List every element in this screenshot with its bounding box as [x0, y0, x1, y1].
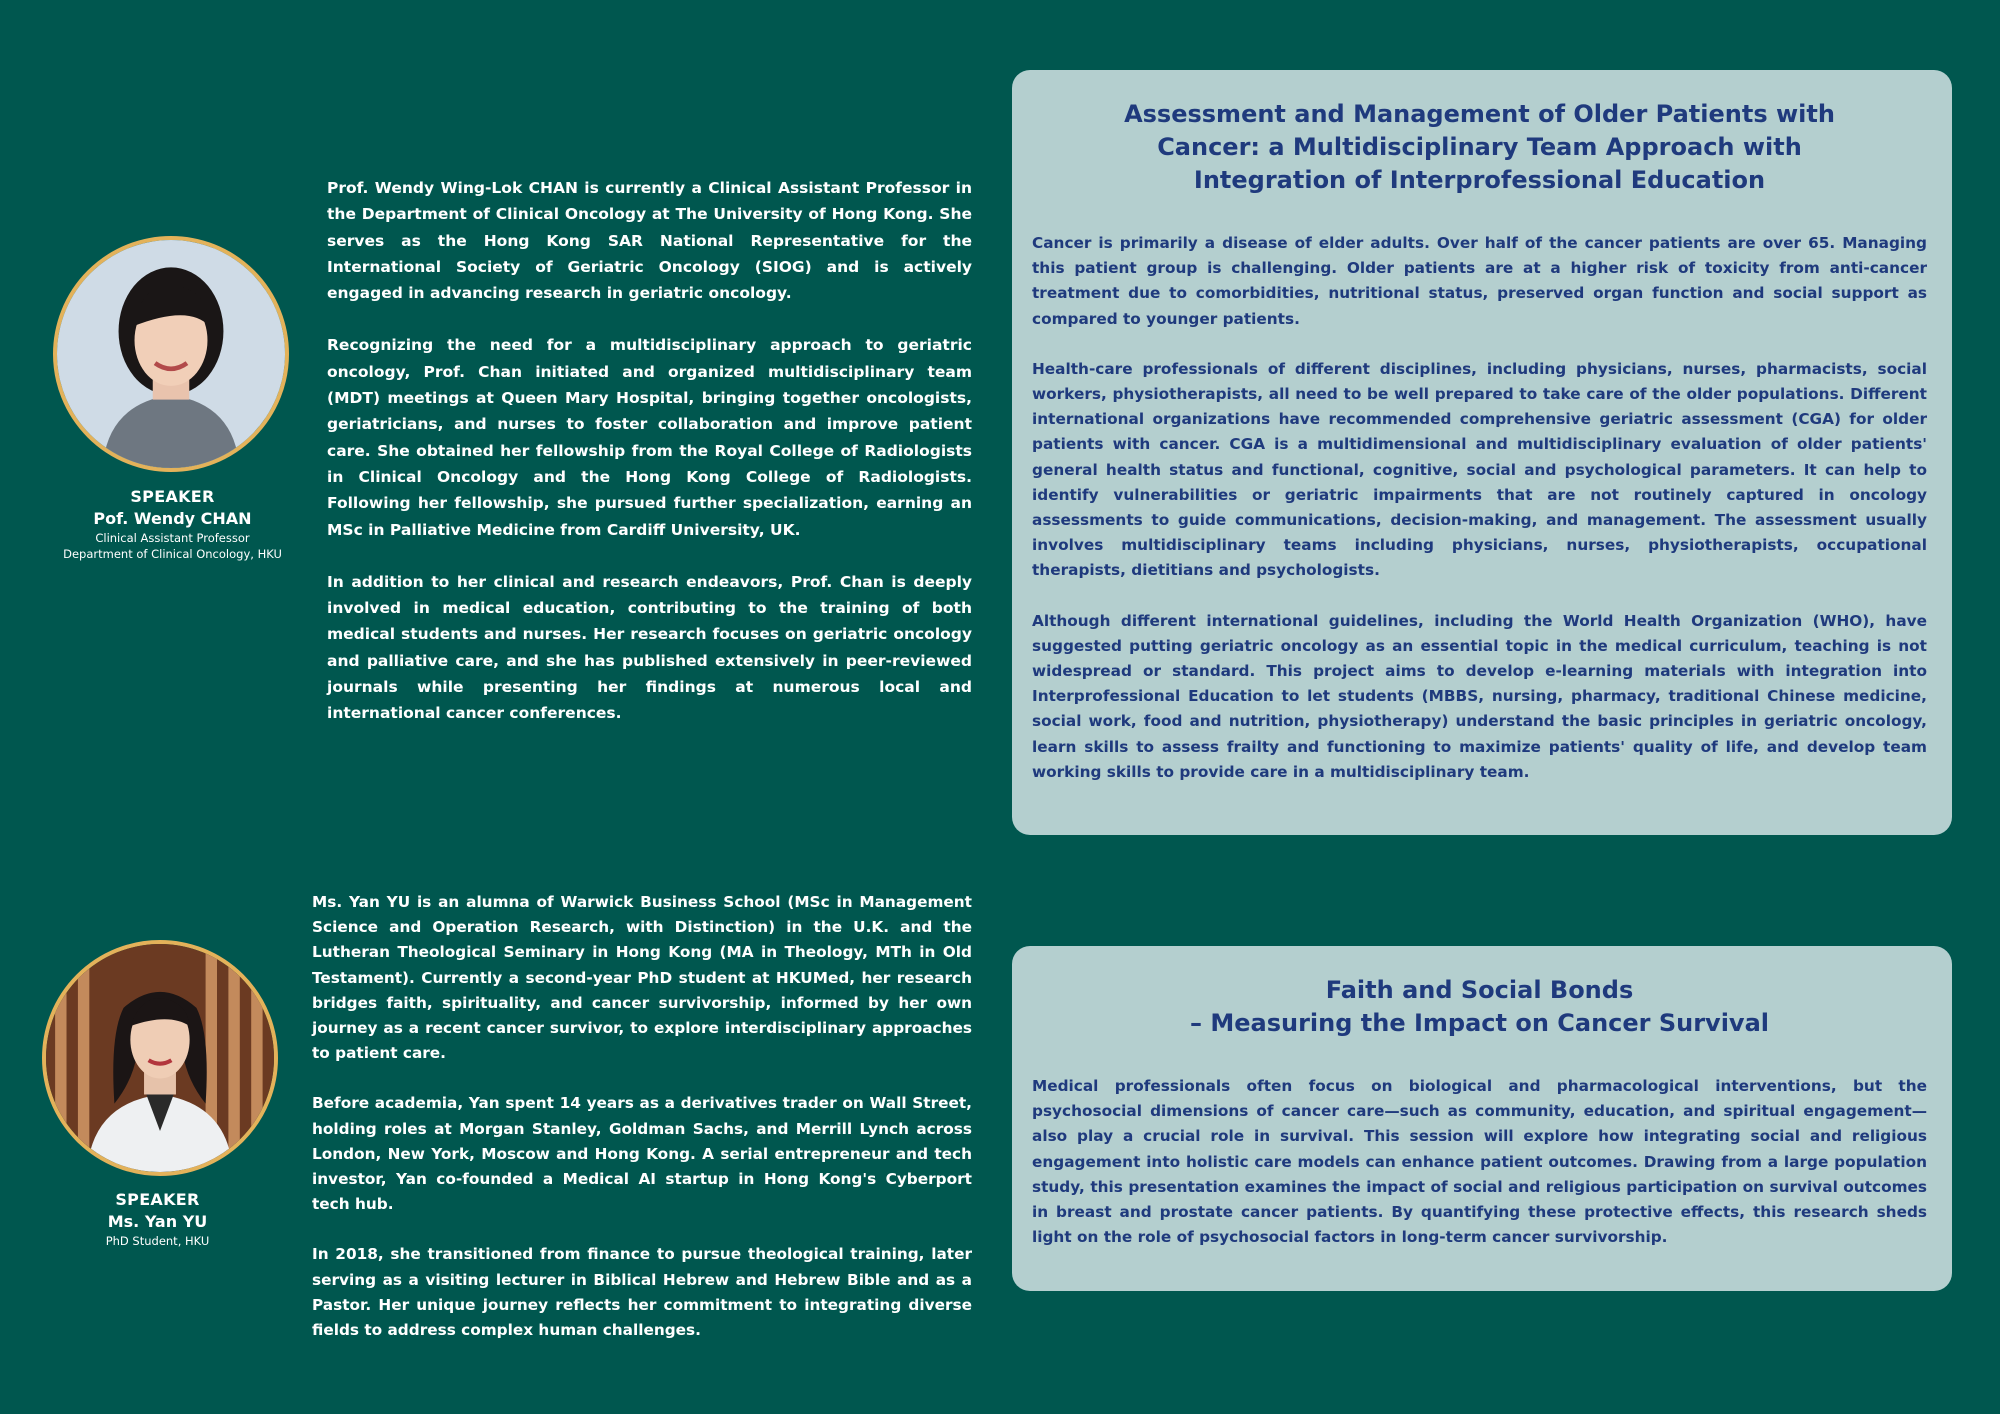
- speaker-2-name: Ms. Yan YU: [107, 1212, 208, 1231]
- talk-1-paragraph: Although different international guidelines, including the World Health Organization (WHO), have suggested putting geriatric oncology as an essential topic in the medical curriculum, teaching is not widespread or standard. This project aims to develop e-learning materials with integration into Interprofessional Education to let students (MBBS, nursing, pharmacy, traditional Chinese medicine, social work, food and nutrition, physiotherapy) understand the basic principles in geriatric oncology, learn skills to assess frailty and functioning to maximize patients' quality of life, and develop team working skills to provide care in a multidisciplinary team.: [1032, 611, 1927, 781]
- talk-1-card: [1012, 70, 1952, 835]
- talk-2-title-line: Faith and Social Bonds: [1325, 976, 1634, 1004]
- speaker-1-bio: [327, 175, 972, 753]
- speaker-1-bio-paragraph: In addition to her clinical and research endeavors, Prof. Chan is deeply involved in medical education, contributing to the training of both medical students and nurses. Her research focuses on geriatric oncology and palliative care, and she has published extensively in peer-reviewed journals while presenting her findings at numerous local and international cancer conferences.: [327, 572, 972, 723]
- talk-1-title-line: Cancer: a Multidisciplinary Team Approach with: [1157, 133, 1802, 161]
- speaker-1-portrait-illustration: [57, 240, 285, 468]
- talk-1-title: [1032, 98, 1927, 197]
- talk-2-title-line: – Measuring the Impact on Cancer Survival: [1190, 1009, 1769, 1037]
- speaker-1-label: SPEAKER: [130, 487, 215, 506]
- speaker-2-bio-paragraph: Ms. Yan YU is an alumna of Warwick Business School (MSc in Management Science and Operation Research, with Distinction) in the U.K. and the Lutheran Theological Seminary in Hong Kong (MA in Theology, MTh in Old Testament). Currently a second-year PhD student at HKUMed, her research bridges faith, spirituality, and cancer survivorship, informed by her own journey as a recent cancer survivor, to explore interdisciplinary approaches to patient care.: [312, 893, 972, 1063]
- speaker-2-bio-paragraph: Before academia, Yan spent 14 years as a derivatives trader on Wall Street, holding roles at Morgan Stanley, Goldman Sachs, and Merrill Lynch across London, New York, Moscow and Hong Kong. A serial entrepreneur and tech investor, Yan co-founded a Medical AI startup in Hong Kong's Cyberport tech hub.: [312, 1094, 972, 1214]
- speaker-2-label: SPEAKER: [115, 1190, 200, 1209]
- talk-2-card: [1012, 946, 1952, 1291]
- speaker-1-bio-paragraph: Recognizing the need for a multidisciplinary approach to geriatric oncology, Prof. Chan initiated and organized multidisciplinary team (MDT) meetings at Queen Mary Hospital, bringing together oncologists, geriatricians, and nurses to foster collaboration and improve patient care. She obtained her fellowship from the Royal College of Radiologists in Clinical Oncology and the Hong Kong College of Radiologists. Following her fellowship, she pursued further specialization, earning an MSc in Palliative Medicine from Cardiff University, UK.: [327, 336, 972, 539]
- speaker-2-portrait-illustration: [46, 944, 274, 1172]
- speaker-1-title: Clinical Assistant Professor: [95, 531, 250, 545]
- speaker-2-photo: [42, 940, 278, 1176]
- talk-1-title-line: Integration of Interprofessional Education: [1193, 166, 1766, 194]
- speaker-1-photo: [53, 236, 289, 472]
- speaker-2-bio: [312, 890, 972, 1343]
- talk-1-paragraph: Cancer is primarily a disease of elder adults. Over half of the cancer patients are over 65. Managing this patient group is challenging. Older patients are at a higher risk of toxicity from anti-cancer treatment due to comorbidities, nutritional status, preserved organ function and social support as compared to younger patients.: [1032, 234, 1927, 328]
- speaker-1-department: Department of Clinical Oncology, HKU: [63, 547, 282, 561]
- talk-2-paragraph: Medical professionals often focus on biological and pharmacological interventions, but the psychosocial dimensions of cancer care—such as community, education, and spiritual engagement—also play a crucial role in survival. This session will explore how integrating social and religious engagement into holistic care models can enhance patient outcomes. Drawing from a large population study, this presentation examines the impact of social and religious participation on survival outcomes in breast and prostate cancer patients. By quantifying these protective effects, this research sheds light on the role of psychosocial factors in long-term cancer survivorship.: [1032, 1077, 1927, 1247]
- speaker-1-bio-paragraph: Prof. Wendy Wing-Lok CHAN is currently a Clinical Assistant Professor in the Department of Clinical Oncology at The University of Hong Kong. She serves as the Hong Kong SAR National Representative for the International Society of Geriatric Oncology (SIOG) and is actively engaged in advancing research in geriatric oncology.: [327, 179, 972, 303]
- talk-1-abstract: [1032, 231, 1927, 785]
- talk-1-paragraph: Health-care professionals of different disciplines, including physicians, nurses, pharmacists, social workers, physiotherapists, all need to be well prepared to take care of the older populations. Different international organizations have recommended comprehensive geriatric assessment (CGA) for older patients with cancer. CGA is a multidimensional and multidisciplinary evaluation of older patients' general health status and functional, cognitive, social and psychological parameters. It can help to identify vulnerabilities or geriatric impairments that are not routinely captured in oncology assessments to guide communications, decision-making, and management. The assessment usually involves multidisciplinary teams including physicians, nurses, physiotherapists, occupational therapists, dietitians and psychologists.: [1032, 359, 1927, 580]
- talk-1-title-line: Assessment and Management of Older Patients with: [1124, 100, 1835, 128]
- talk-2-title: [1032, 974, 1927, 1040]
- speaker-2-info: [30, 1189, 285, 1249]
- speaker-2-title: PhD Student, HKU: [105, 1234, 210, 1248]
- speaker-2-bio-paragraph: In 2018, she transitioned from finance to pursue theological training, later serving as a visiting lecturer in Biblical Hebrew and Hebrew Bible and as a Pastor. Her unique journey reflects her commitment to integrating diverse fields to address complex human challenges.: [312, 1245, 972, 1340]
- talk-2-abstract: [1032, 1074, 1927, 1250]
- speaker-1-name: Pof. Wendy CHAN: [93, 509, 252, 528]
- speaker-1-info: [40, 486, 305, 562]
